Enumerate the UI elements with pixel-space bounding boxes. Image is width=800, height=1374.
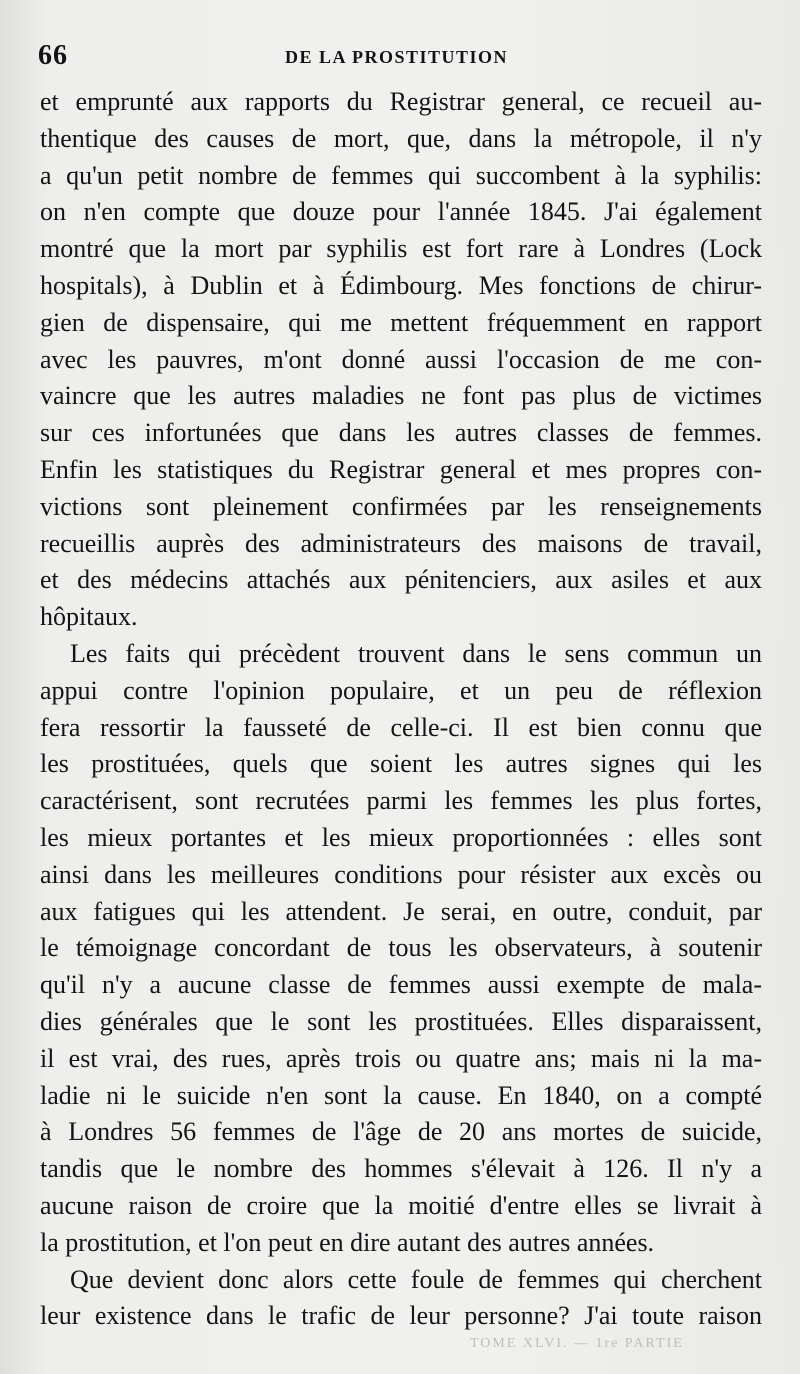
- page-header: [38, 40, 760, 80]
- text-line: gien de dispensaire, qui me mettent fréquemment en rapport: [40, 307, 762, 337]
- text-line: dies générales que le sont les prostituées. Elles disparaissent,: [40, 1006, 762, 1036]
- paragraph-end-line: hôpitaux.: [40, 602, 138, 632]
- running-title: DE LA PROSTITUTION: [285, 47, 509, 67]
- text-line: on n'en compte que douze pour l'année 1845. J'ai également: [40, 197, 762, 227]
- text-line: appui contre l'opinion populaire, et un peu de réflexion: [40, 675, 762, 705]
- text-line: Enfin les statistiques du Registrar general et mes propres con-: [40, 454, 762, 484]
- text-line: a qu'un petit nombre de femmes qui succombent à la syphilis:: [40, 160, 762, 190]
- text-line: leur existence dans le trafic de leur personne? J'ai toute raison: [40, 1301, 762, 1331]
- text-line: caractérisent, sont recrutées parmi les femmes les plus fortes,: [40, 786, 762, 816]
- text-line: avec les pauvres, m'ont donné aussi l'occasion de me con-: [40, 344, 762, 374]
- text-line: les prostituées, quels que soient les autres signes qui les: [40, 749, 762, 779]
- text-line: à Londres 56 femmes de l'âge de 20 ans mortes de suicide,: [40, 1117, 762, 1147]
- text-line: montré que la mort par syphilis est fort rare à Londres (Lock: [40, 234, 762, 264]
- text-line: ladie ni le suicide n'en sont la cause. En 1840, on a compté: [40, 1080, 762, 1110]
- paragraph-end-line: la prostitution, et l'on peut en dire autant des autres années.: [40, 1227, 655, 1257]
- text-line: les mieux portantes et les mieux proportionnées : elles sont: [40, 822, 762, 852]
- paragraph-start-line: Les faits qui précèdent trouvent dans le sens commun un: [70, 638, 762, 668]
- text-line: recueillis auprès des administrateurs des maisons de travail,: [40, 528, 762, 558]
- text-line: ainsi dans les meilleures conditions pour résister aux excès ou: [40, 859, 762, 889]
- text-line: aucune raison de croire que la moitié d'entre elles se livrait à: [40, 1190, 762, 1220]
- text-line: fera ressortir la fausseté de celle-ci. Il est bien connu que: [40, 712, 762, 742]
- bleed-through-footer: TOME XLVI. — 1re PARTIE: [470, 1336, 684, 1351]
- text-line: qu'il n'y a aucune classe de femmes aussi exempte de mala-: [40, 970, 762, 1000]
- text-line: sur ces infortunées que dans les autres classes de femmes.: [40, 418, 762, 448]
- text-line: tandis que le nombre des hommes s'élevait à 126. Il n'y a: [40, 1154, 762, 1184]
- text-line: et des médecins attachés aux pénitenciers, aux asiles et aux: [40, 565, 762, 595]
- page-number: 66: [38, 40, 68, 71]
- text-line: vaincre que les autres maladies ne font pas plus de victimes: [40, 381, 762, 411]
- paragraph-start-line: Que devient donc alors cette foule de femmes qui cherchent: [70, 1264, 762, 1294]
- text-line: il est vrai, des rues, après trois ou quatre ans; mais ni la ma-: [40, 1043, 762, 1073]
- text-line: thentique des causes de mort, que, dans la métropole, il n'y: [40, 123, 762, 153]
- body-text: [40, 84, 762, 1335]
- text-line: le témoignage concordant de tous les observateurs, à soutenir: [40, 933, 762, 963]
- text-line: aux fatigues qui les attendent. Je serai, en outre, conduit, par: [40, 896, 762, 926]
- text-line: hospitals), à Dublin et à Édimbourg. Mes fonctions de chirur-: [40, 270, 762, 300]
- text-line: victions sont pleinement confirmées par les renseignements: [40, 491, 762, 521]
- text-line: et emprunté aux rapports du Registrar general, ce recueil au-: [40, 87, 762, 116]
